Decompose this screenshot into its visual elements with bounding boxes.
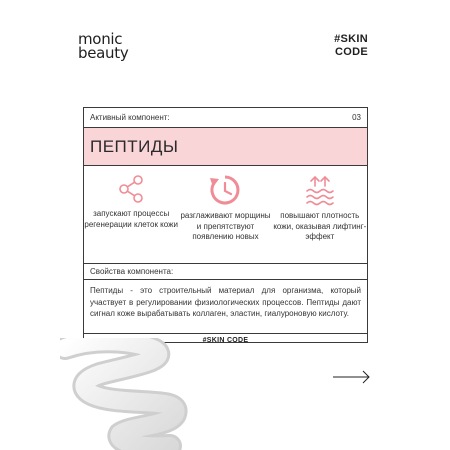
- ingredient-description: Пептиды - это строительный материал для организма, который участвует в регулировании физиологических процессов. Пептиды дают сигнал коже вырабатывать коллаген, эластин, гиалуроновую кислоту.: [84, 280, 367, 334]
- tag-line2: CODE: [335, 46, 368, 58]
- cream-swirl-image: [60, 338, 230, 450]
- ingredient-title: [84, 128, 367, 166]
- card-header: [84, 108, 367, 128]
- lift-arrows-icon: [304, 174, 336, 206]
- right-arrow-icon[interactable]: [332, 370, 372, 384]
- footer-tag: #SKIN CODE: [202, 336, 249, 344]
- brand-logo: [78, 32, 138, 60]
- molecule-icon: [117, 174, 145, 204]
- feature-text: запускают процессы регенерации клеток кожи: [84, 209, 178, 229]
- logo-line2: beauty: [78, 44, 129, 62]
- skin-code-tag: [334, 33, 368, 59]
- logo-line1: monic: [78, 30, 123, 48]
- features-row: [84, 166, 367, 264]
- header-number: 03: [352, 113, 361, 122]
- feature-regeneration: [84, 166, 178, 263]
- properties-label: Свойства компонента:: [90, 267, 174, 276]
- ingredient-card: [83, 107, 368, 343]
- feature-wrinkles: [178, 166, 272, 263]
- feature-text: повышают плотность кожи, оказывая лифтинг- эффект: [273, 211, 367, 241]
- tag-line1: #SKIN: [334, 33, 368, 45]
- feature-text: разглаживают морщины и препятствуют появлению новых: [180, 211, 271, 241]
- ingredient-title-text: ПЕПТИДЫ: [90, 136, 179, 156]
- properties-header: [84, 264, 367, 280]
- clock-refresh-icon: [208, 174, 242, 206]
- feature-lifting: [273, 166, 367, 263]
- header-label: Активный компонент:: [90, 113, 170, 122]
